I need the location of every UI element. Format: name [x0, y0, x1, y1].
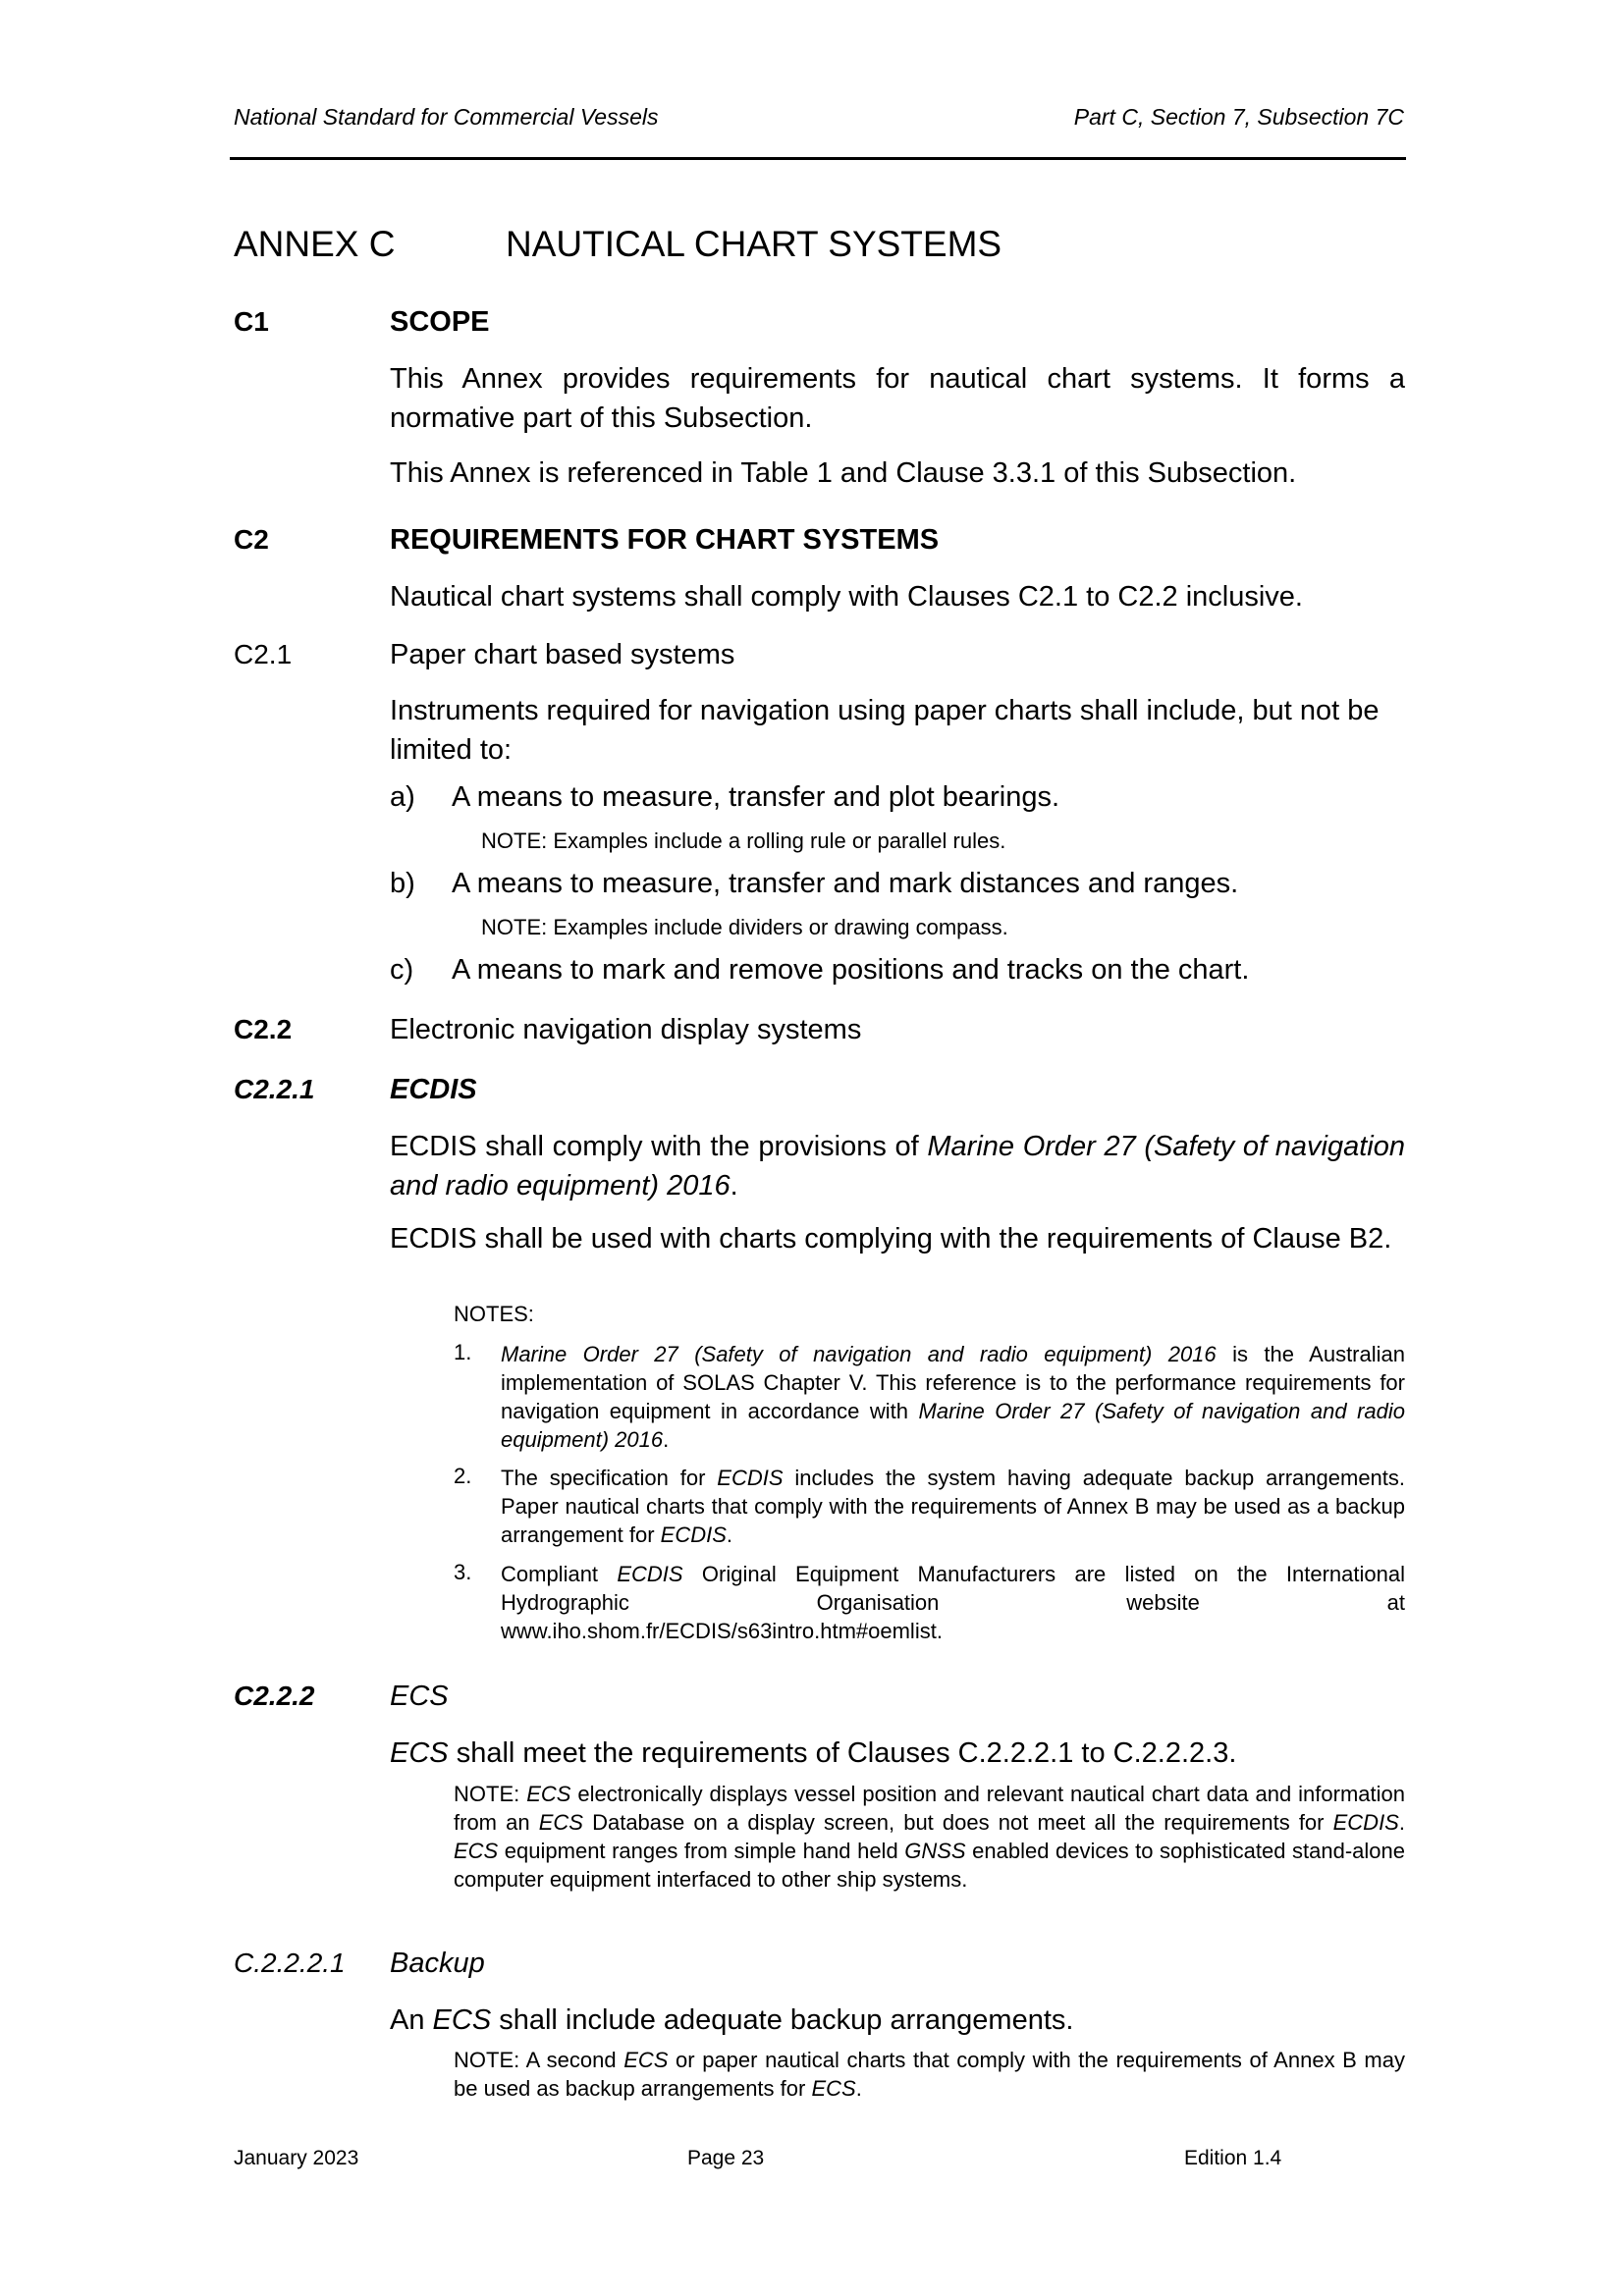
c22-title: Electronic navigation display systems	[390, 1014, 862, 1045]
c2221-number: C.2.2.2.1	[234, 1948, 346, 1978]
list-item-marker: a)	[390, 781, 415, 813]
note-text: The specification for ECDIS includes the system having adequate backup arrangements. Paper nautical charts that comply with the requirements of Annex B may be used as a backup arrangement for ECDIS.	[501, 1466, 1406, 1547]
c222-title: ECS	[390, 1681, 449, 1712]
c1-title: SCOPE	[390, 306, 490, 338]
c1-paragraph-2: This Annex is referenced in Table 1 and Clause 3.3.1 of this Subsection.	[390, 457, 1297, 489]
list-item-text: A means to measure, transfer and mark distances and ranges.	[452, 868, 1239, 899]
c21-title: Paper chart based systems	[390, 639, 735, 670]
annex-label: ANNEX C	[234, 224, 396, 264]
header-left: National Standard for Commercial Vessels	[234, 104, 659, 130]
annex-title: NAUTICAL CHART SYSTEMS	[506, 224, 1002, 264]
list-item-note: NOTE: Examples include dividers or drawing compass.	[481, 915, 1008, 939]
list-item-marker: b)	[390, 868, 415, 899]
note-number: 3.	[454, 1560, 472, 1584]
note-number: 2.	[454, 1464, 472, 1488]
c222-note: NOTE: ECS electronically displays vessel position and relevant nautical chart data and information from an ECS Database on a display screen, but does not meet all the requirements for ECDIS. ECS equipment ranges from simple hand held GNSS enabled devices to sophisticated stand-alone computer equipment interfaced to other ship systems.	[454, 1782, 1405, 1892]
c2-title: REQUIREMENTS FOR CHART SYSTEMS	[390, 524, 940, 556]
note-text: Compliant ECDIS Original Equipment Manufacturers are listed on the International Hydrographic Organisation website at	[501, 1562, 1405, 1615]
footer-date: January 2023	[234, 2147, 359, 2169]
footer-page-number: Page 23	[687, 2147, 765, 2169]
header-right: Part C, Section 7, Subsection 7C	[1073, 104, 1404, 130]
c221-number: C2.2.1	[234, 1074, 315, 1104]
list-item-marker: c)	[390, 954, 414, 986]
list-item-text: A means to measure, transfer and plot bearings.	[452, 781, 1060, 813]
c2221-title: Backup	[390, 1948, 485, 1979]
footer-edition: Edition 1.4	[1184, 2147, 1282, 2169]
c2-paragraph-1: Nautical chart systems shall comply with Clauses C2.1 to C2.2 inclusive.	[390, 581, 1303, 613]
c2221-paragraph-1: An ECS shall include adequate backup arrangements.	[390, 2004, 1074, 2036]
note-url: www.iho.shom.fr/ECDIS/s63intro.htm#oemlist.	[501, 1619, 943, 1643]
c221-paragraph-2: ECDIS shall be used with charts complying with the requirements of Clause B2.	[390, 1223, 1392, 1255]
note-text: Marine Order 27 (Safety of navigation and radio equipment) 2016 is the Australian implementation of SOLAS Chapter V. This reference is to the performance requirements for navigation equipment in accordance with Marine Order 27 (Safety of navigation and radio equipment) 2016.	[501, 1342, 1405, 1452]
c22-number: C2.2	[234, 1014, 293, 1044]
list-item-note: NOTE: Examples include a rolling rule or parallel rules.	[481, 828, 1006, 853]
c222-number: C2.2.2	[234, 1681, 315, 1711]
c221-title: ECDIS	[390, 1074, 477, 1105]
c21-intro: Instruments required for navigation using paper charts shall include, but not be limited to:	[390, 695, 1380, 766]
header-rule	[230, 157, 1406, 160]
list-item-text: A means to mark and remove positions and tracks on the chart.	[452, 954, 1250, 986]
note-number: 1.	[454, 1340, 472, 1364]
c1-number: C1	[234, 306, 269, 337]
c221-paragraph-1: ECDIS shall comply with the provisions of Marine Order 27 (Safety of navigation and radio equipment) 2016.	[390, 1131, 1405, 1201]
c2221-note: NOTE: A second ECS or paper nautical charts that comply with the requirements of Annex B may be used as backup arrangements for ECS.	[454, 2048, 1405, 2101]
c2-number: C2	[234, 524, 269, 555]
c1-paragraph-1: This Annex provides requirements for nautical chart systems. It forms a normative part of this Subsection.	[390, 363, 1405, 434]
c222-paragraph-1: ECS shall meet the requirements of Clauses C.2.2.2.1 to C.2.2.2.3.	[390, 1737, 1237, 1769]
c21-number: C2.1	[234, 639, 293, 669]
notes-label: NOTES:	[454, 1302, 534, 1326]
